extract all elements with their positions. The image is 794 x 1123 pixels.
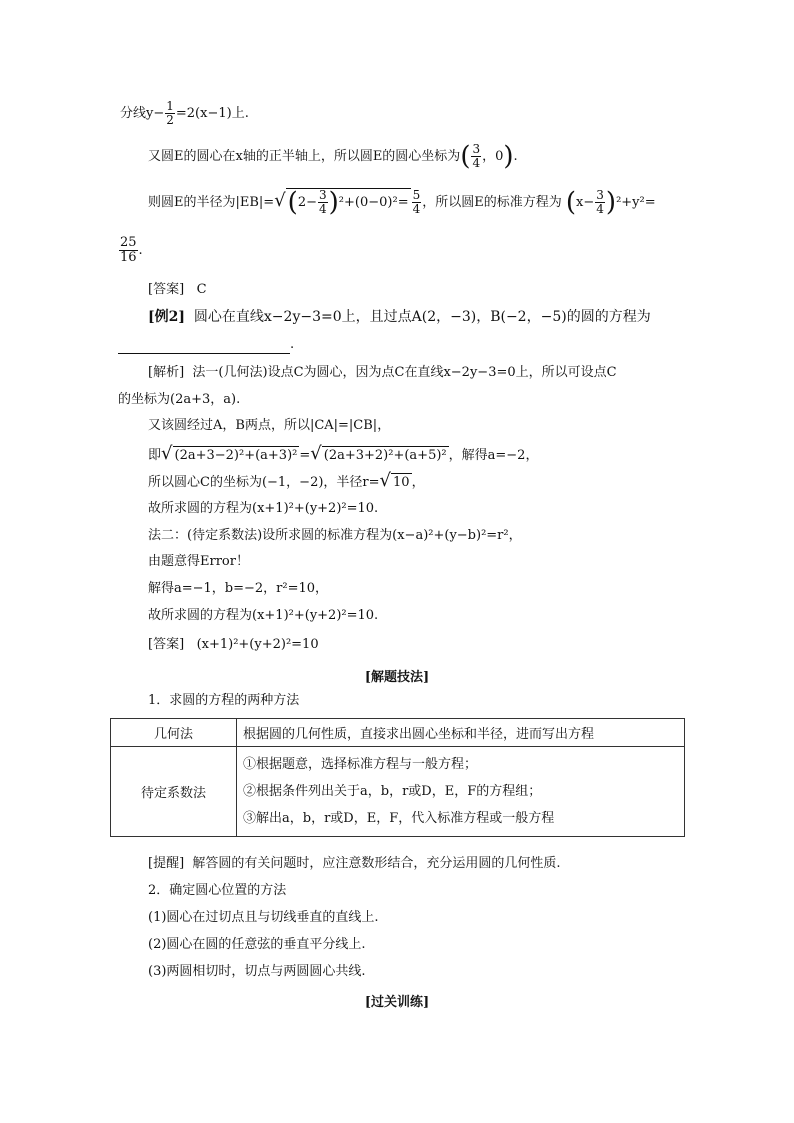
answer-blank: . bbox=[118, 336, 294, 354]
answer-value: (x+1)²+(y+2)²=10 bbox=[196, 637, 319, 652]
reminder: [提醒] 解答圆的有关问题时，应注意数形结合，充分运用圆的几何性质. bbox=[148, 856, 561, 871]
example-2 bbox=[148, 308, 651, 326]
solution2-line-3: 又该圆经过A，B两点，所以|CA|=|CB|， bbox=[148, 418, 391, 433]
solution2-line-7: 法二：(待定系数法)设所求圆的标准方程为(x−a)²+(y−b)²=r²， bbox=[148, 528, 522, 543]
answer-label: [答案] bbox=[148, 637, 185, 652]
point-1: (1)圆心在过切点且与切线垂直的直线上. bbox=[148, 910, 379, 925]
technique-1-title: 1．求圆的方程的两种方法 bbox=[148, 693, 300, 708]
solution2-line-4: 即√ (2a+3−2)²+(a+3)² =√ (2a+3+2)²+(a+5)² ，解得a=−2， bbox=[148, 443, 539, 464]
techniques-heading: [解题技法] bbox=[364, 670, 430, 685]
reminder-label: [提醒] bbox=[148, 856, 185, 871]
analysis-label: [解析] bbox=[148, 365, 185, 380]
step-1: ①根据题意，选择标准方程与一般方程； bbox=[243, 757, 478, 772]
solution-line-2: 又圆E的圆心在x轴的正半轴上，所以圆E的圆心坐标为( $\frac{3}{4}$ ，0). bbox=[148, 141, 518, 172]
solution2-line-9: 解得a=−1，b=−2，r²=10， bbox=[148, 581, 329, 596]
solution2-line-8: 由题意得Error！ bbox=[148, 554, 249, 569]
point-3: (3)两圆相切时，切点与两圆圆心共线. bbox=[148, 964, 366, 979]
solution-line-1: 分线y− $\frac{1}{2}$ =2(x−1)上. bbox=[120, 99, 249, 127]
method-name: 几何法 bbox=[111, 719, 237, 747]
solution-line-3: 则圆E的半径为|EB|=√(2− $\frac{3}{4}$ )²+(0−0)²= $\frac{5}{4}$ ，所以圆E的标准方程为 (x− $\frac{3}{4}$ )²+y²= bbox=[148, 187, 656, 218]
method-name: 待定系数法 bbox=[111, 747, 237, 837]
solution2-line-1: [解析] 法一(几何法)设点C为圆心，因为点C在直线x−2y−3=0上，所以可设点C bbox=[148, 365, 617, 380]
point-2: (2)圆心在圆的任意弦的垂直平分线上. bbox=[148, 937, 366, 952]
method-description: 根据圆的几何性质，直接求出圆心坐标和半径，进而写出方程 bbox=[237, 719, 685, 747]
solution-line-4: $\frac{25}{16}$ . bbox=[120, 235, 143, 265]
table-row bbox=[111, 719, 685, 747]
solution2-line-10: 故所求圆的方程为(x+1)²+(y+2)²=10. bbox=[148, 608, 379, 623]
technique-2-title: 2．确定圆心位置的方法 bbox=[148, 883, 287, 898]
answer2-line bbox=[148, 636, 319, 654]
step-2: ②根据条件列出关于a，b，r或D，E，F的方程组； bbox=[243, 784, 542, 799]
method-steps bbox=[237, 747, 685, 837]
fraction: $\frac{1}{2}$ bbox=[166, 99, 174, 127]
answer-value: C bbox=[196, 282, 207, 297]
answer-label: [答案] bbox=[148, 282, 185, 297]
table-row bbox=[111, 747, 685, 837]
practice-heading: [过关训练] bbox=[364, 995, 430, 1010]
answer-line bbox=[148, 281, 207, 299]
step-3: ③解出a，b，r或D，E，F，代入标准方程或一般方程 bbox=[243, 811, 555, 826]
fraction: $\frac{3}{4}$ bbox=[472, 142, 481, 170]
solution2-line-6: 故所求圆的方程为(x+1)²+(y+2)²=10. bbox=[148, 501, 379, 516]
solution2-line-5: 所以圆心C的坐标为(−1，−2)，半径r=√ 10 ， bbox=[148, 470, 425, 491]
methods-table bbox=[110, 718, 685, 837]
solution2-line-2: 的坐标为(2a+3，a). bbox=[118, 392, 241, 407]
example-label: [例2] bbox=[148, 309, 185, 325]
example-text: 圆心在直线x−2y−3=0上，且过点A(2，−3)，B(−2，−5)的圆的方程为 bbox=[193, 309, 651, 325]
